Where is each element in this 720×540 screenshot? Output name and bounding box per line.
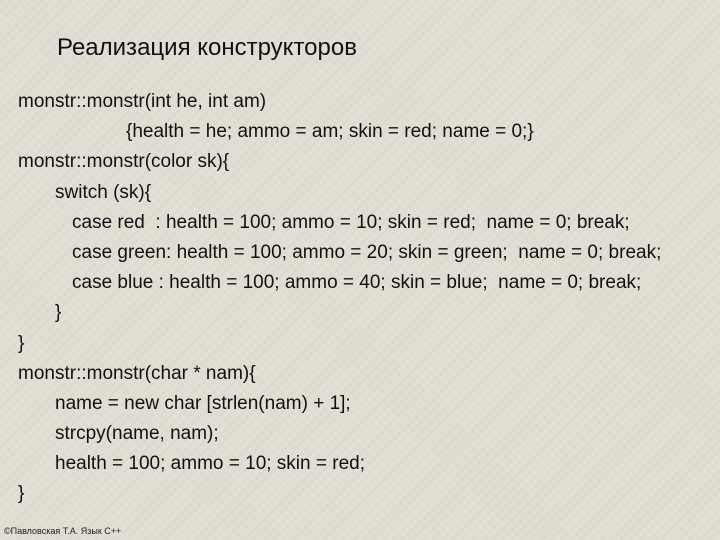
slide-title: Реализация конструкторов	[57, 34, 357, 61]
code-line: }	[18, 333, 25, 354]
code-line: }	[55, 302, 62, 323]
code-line: health = 100; ammo = 10; skin = red;	[55, 453, 365, 474]
code-line: case green: health = 100; ammo = 20; skin = green; name = 0; break;	[72, 242, 662, 263]
code-line: monstr::monstr(char * nam){	[18, 363, 256, 384]
code-line: monstr::monstr(color sk){	[18, 151, 230, 172]
footer-copyright: ©Павловская Т.А. Язык С++	[4, 526, 122, 536]
code-line: strcpy(name, nam);	[55, 423, 219, 444]
code-line: {health = he; ammo = am; skin = red; name = 0;}	[126, 121, 534, 142]
code-line: case red : health = 100; ammo = 10; skin = red; name = 0; break;	[72, 212, 630, 233]
code-line: monstr::monstr(int he, int am)	[18, 91, 267, 112]
code-line: case blue : health = 100; ammo = 40; skin = blue; name = 0; break;	[72, 272, 642, 293]
code-line: switch (sk){	[55, 182, 152, 203]
code-line: name = new char [strlen(nam) + 1];	[55, 393, 351, 414]
code-line: }	[18, 483, 25, 504]
